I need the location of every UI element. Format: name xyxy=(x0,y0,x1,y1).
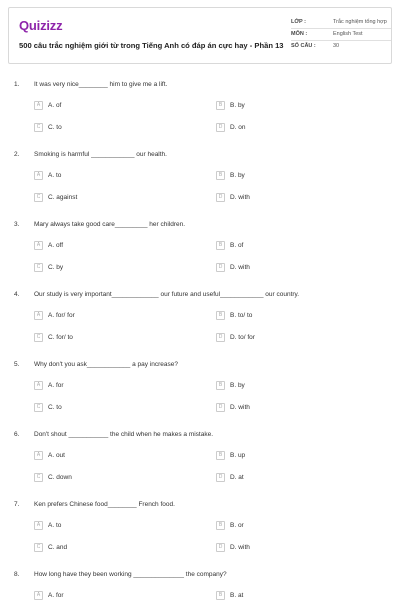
meta-value: Trắc nghiệm tổng hợp xyxy=(333,19,387,25)
option-text: A. out xyxy=(48,452,65,459)
option-letter-box: C xyxy=(34,263,43,272)
option-text: C. down xyxy=(48,474,72,481)
option-text: D. with xyxy=(230,194,250,201)
question-number: 5. xyxy=(14,361,20,368)
option-text: A. off xyxy=(48,242,64,249)
question-item xyxy=(0,428,400,498)
answer-option[interactable] xyxy=(216,403,250,412)
question-item xyxy=(0,288,400,358)
answer-option[interactable] xyxy=(34,123,62,132)
answer-option[interactable] xyxy=(216,543,250,552)
quizizz-logo: Quizizz xyxy=(19,18,63,33)
answer-option[interactable] xyxy=(216,123,246,132)
question-item xyxy=(0,148,400,218)
question-number: 8. xyxy=(14,571,20,578)
question-text: It was very nice________ him to give me a lift. xyxy=(34,81,168,88)
option-text: C. to xyxy=(48,404,62,411)
answer-option[interactable] xyxy=(216,311,252,320)
answer-option[interactable] xyxy=(216,451,245,460)
answer-option[interactable] xyxy=(34,333,73,342)
option-letter-box: C xyxy=(34,473,43,482)
answer-option[interactable] xyxy=(216,333,255,342)
question-item xyxy=(0,78,400,148)
answer-option[interactable] xyxy=(34,473,72,482)
question-item xyxy=(0,568,400,600)
page-title: 500 câu trắc nghiệm giới từ trong Tiếng Anh có đáp án cực hay - Phần 13 xyxy=(19,41,284,50)
option-text: B. of xyxy=(230,242,244,249)
option-letter-box: D xyxy=(216,333,225,342)
answer-option[interactable] xyxy=(34,381,64,390)
option-text: B. at xyxy=(230,592,244,599)
option-letter-box: D xyxy=(216,473,225,482)
option-letter-box: D xyxy=(216,263,225,272)
answer-option[interactable] xyxy=(34,171,61,180)
meta-row-class xyxy=(291,17,391,29)
option-text: B. up xyxy=(230,452,246,459)
answer-option[interactable] xyxy=(216,521,244,530)
option-letter-box: B xyxy=(216,591,225,600)
answer-option[interactable] xyxy=(34,311,75,320)
answer-option[interactable] xyxy=(34,193,77,202)
meta-value: English Test xyxy=(333,31,363,37)
option-letter-box: D xyxy=(216,193,225,202)
answer-option[interactable] xyxy=(216,193,250,202)
option-letter-box: B xyxy=(216,451,225,460)
option-letter-box: B xyxy=(216,311,225,320)
answer-option[interactable] xyxy=(216,241,243,250)
option-letter-box: B xyxy=(216,101,225,110)
option-letter-box: A xyxy=(34,171,43,180)
option-text: A. of xyxy=(48,102,62,109)
option-letter-box: A xyxy=(34,591,43,600)
answer-option[interactable] xyxy=(34,263,63,272)
meta-table xyxy=(291,17,391,53)
answer-option[interactable] xyxy=(216,263,250,272)
option-letter-box: B xyxy=(216,381,225,390)
option-letter-box: A xyxy=(34,241,43,250)
option-text: C. and xyxy=(48,544,68,551)
option-text: B. to/ to xyxy=(230,312,253,319)
answer-option[interactable] xyxy=(34,521,61,530)
question-number: 3. xyxy=(14,221,20,228)
question-number: 1. xyxy=(14,81,20,88)
option-letter-box: D xyxy=(216,123,225,132)
answer-option[interactable] xyxy=(216,591,243,600)
option-letter-box: C xyxy=(34,123,43,132)
answer-option[interactable] xyxy=(34,591,64,600)
option-text: B. by xyxy=(230,172,245,179)
answer-option[interactable] xyxy=(216,171,245,180)
option-text: D. with xyxy=(230,264,250,271)
option-text: B. by xyxy=(230,102,245,109)
worksheet-header xyxy=(8,7,392,64)
option-text: A. for xyxy=(48,382,64,389)
question-number: 6. xyxy=(14,431,20,438)
option-text: D. to/ for xyxy=(230,334,255,341)
option-letter-box: C xyxy=(34,403,43,412)
option-letter-box: A xyxy=(34,381,43,390)
option-text: D. with xyxy=(230,404,250,411)
option-letter-box: A xyxy=(34,311,43,320)
option-text: D. at xyxy=(230,474,244,481)
answer-option[interactable] xyxy=(34,543,67,552)
option-text: B. or xyxy=(230,522,244,529)
option-letter-box: B xyxy=(216,241,225,250)
option-text: A. for xyxy=(48,592,64,599)
question-list xyxy=(0,78,400,600)
option-letter-box: B xyxy=(216,171,225,180)
question-text: Why don't you ask____________ a pay increase? xyxy=(34,361,178,368)
meta-label: SỐ CÂU : xyxy=(291,43,316,49)
question-text: Mary always take good care_________ her children. xyxy=(34,221,186,228)
meta-row-subject xyxy=(291,29,391,41)
question-text: Ken prefers Chinese food________ French food. xyxy=(34,501,175,508)
question-item xyxy=(0,498,400,568)
question-text: Don't shout ___________ the child when he makes a mistake. xyxy=(34,431,214,438)
question-item xyxy=(0,218,400,288)
answer-option[interactable] xyxy=(34,101,61,110)
option-text: D. on xyxy=(230,124,246,131)
option-text: C. to xyxy=(48,124,62,131)
option-text: C. by xyxy=(48,264,64,271)
question-number: 7. xyxy=(14,501,20,508)
option-text: C. against xyxy=(48,194,78,201)
option-text: B. by xyxy=(230,382,245,389)
question-number: 4. xyxy=(14,291,20,298)
option-letter-box: A xyxy=(34,451,43,460)
question-text: Our study is very important_____________ our future and useful____________ our country. xyxy=(34,291,300,298)
meta-label: LỚP : xyxy=(291,19,306,25)
option-letter-box: C xyxy=(34,543,43,552)
meta-value: 30 xyxy=(333,43,340,49)
question-number: 2. xyxy=(14,151,20,158)
question-text: How long have they been working ______________ the company? xyxy=(34,571,227,578)
answer-option[interactable] xyxy=(34,403,62,412)
answer-option[interactable] xyxy=(34,241,63,250)
answer-option[interactable] xyxy=(216,101,245,110)
answer-option[interactable] xyxy=(34,451,65,460)
question-text: Smoking is harmful ____________ our health. xyxy=(34,151,167,158)
option-text: A. to xyxy=(48,522,62,529)
option-letter-box: A xyxy=(34,521,43,530)
answer-option[interactable] xyxy=(216,381,245,390)
option-text: D. with xyxy=(230,544,250,551)
question-item xyxy=(0,358,400,428)
meta-label: MÔN : xyxy=(291,31,308,37)
option-letter-box: C xyxy=(34,333,43,342)
option-letter-box: D xyxy=(216,403,225,412)
option-letter-box: A xyxy=(34,101,43,110)
option-letter-box: C xyxy=(34,193,43,202)
option-text: A. for/ for xyxy=(48,312,75,319)
meta-row-count xyxy=(291,41,391,53)
option-letter-box: D xyxy=(216,543,225,552)
answer-option[interactable] xyxy=(216,473,244,482)
option-text: C. for/ to xyxy=(48,334,73,341)
option-letter-box: B xyxy=(216,521,225,530)
option-text: A. to xyxy=(48,172,62,179)
